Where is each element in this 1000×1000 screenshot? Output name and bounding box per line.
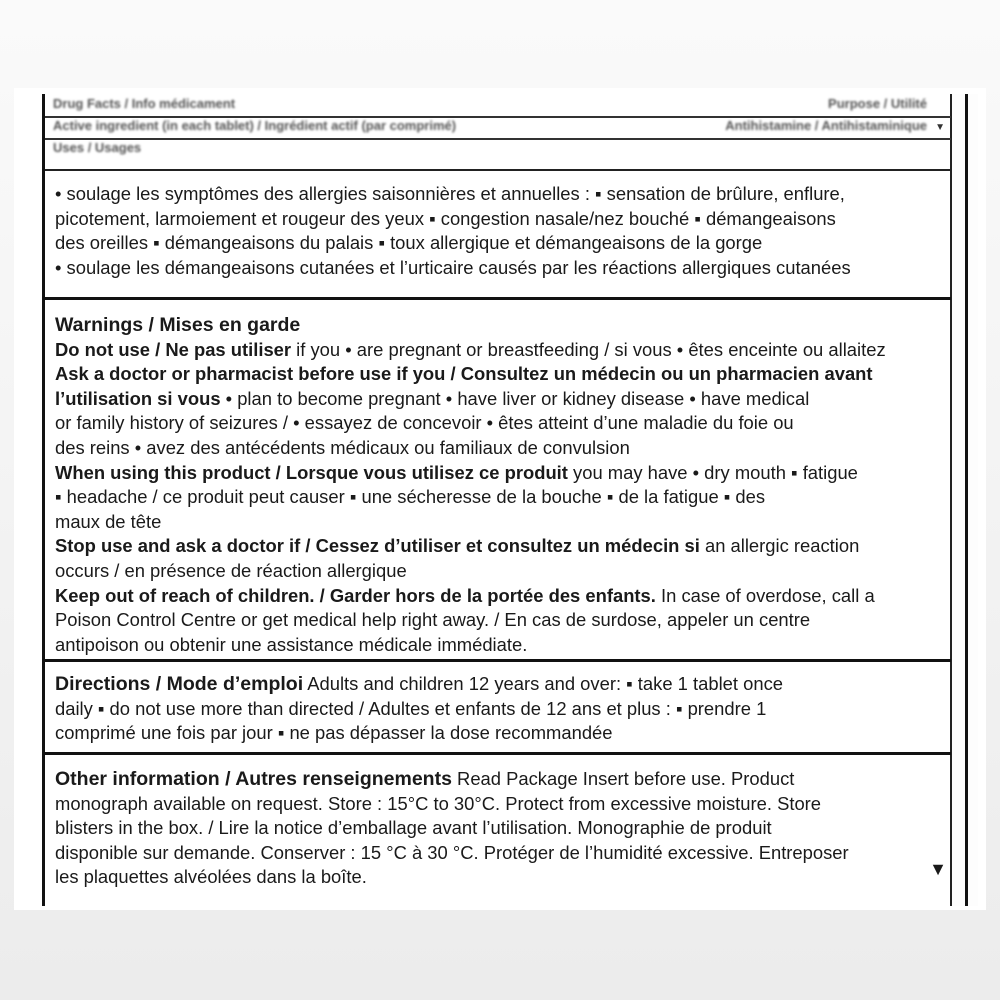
stop-use-text: an allergic reaction	[699, 535, 860, 557]
header-active-ingredient: Active ingredient (in each tablet) / Ingrédient actif (par comprimé)	[53, 118, 457, 133]
when-using-text-3: maux de tête	[55, 510, 162, 532]
do-not-use-label: Do not use / Ne pas utiliser	[55, 338, 292, 360]
keep-out-text-2: Poison Control Centre or get medical help right away. / En cas de surdose, appeler un centre	[55, 609, 811, 631]
ask-doctor-text: • plan to become pregnant • have liver or kidney disease • have medical	[220, 387, 810, 409]
other-information-text-2: monograph available on request. Store : 15°C to 30°C. Protect from excessive moisture. Store	[55, 792, 822, 814]
other-information-heading: Other information / Autres renseignements	[55, 768, 452, 790]
stop-use-label: Stop use and ask a doctor if / Cessez d’utiliser et consultez un médecin si	[55, 535, 700, 557]
warnings-section	[45, 297, 951, 662]
directions-section	[45, 659, 951, 752]
when-using-text-2: ▪ headache / ce produit peut causer ▪ une sécheresse de la bouche ▪ de la fatigue ▪ des	[55, 486, 766, 508]
uses-line: • soulage les démangeaisons cutanées et l’urticaire causés par les réactions allergiques cutanées	[55, 256, 851, 278]
uses-line: • soulage les symptômes des allergies saisonnières et annuelles : ▪ sensation de brûlure, enflure,	[55, 183, 845, 204]
header-uses: Uses / Usages	[53, 140, 142, 155]
keep-out-text: In case of overdose, call a	[655, 584, 875, 606]
other-information-text-4: disponible sur demande. Conserver : 15 °C à 30 °C. Protéger de l’humidité excessive. Entreposer	[55, 841, 849, 863]
other-information-text-5: les plaquettes alvéolées dans la boîte.	[55, 866, 367, 888]
ask-doctor-text-2: or family history of seizures / • essayez de concevoir • êtes atteint d’une maladie du foie ou	[55, 412, 794, 434]
when-using-text: you may have • dry mouth ▪ fatigue	[567, 461, 858, 483]
keep-out-label: Keep out of reach of children. / Garder hors de la portée des enfants.	[55, 584, 656, 606]
ask-doctor-label: Ask a doctor or pharmacist before use if you / Consultez un médecin ou un pharmacien avant	[55, 363, 873, 385]
header-purpose: Purpose / Utilité	[828, 96, 927, 111]
directions-text-3: comprimé une fois par jour ▪ ne pas dépasser la dose recommandée	[55, 722, 613, 744]
directions-heading: Directions / Mode d’emploi	[55, 673, 304, 695]
uses-line: picotement, larmoiement et rougeur des yeux ▪ congestion nasale/nez bouché ▪ démangeaisons	[55, 207, 836, 229]
drug-facts-header	[45, 94, 951, 171]
header-rule-2	[45, 138, 951, 140]
directions-text: Adults and children 12 years and over: ▪ take 1 tablet once	[303, 673, 783, 694]
header-title: Drug Facts / Info médicament	[53, 96, 236, 111]
when-using-label: When using this product / Lorsque vous utilisez ce produit	[55, 461, 568, 483]
stop-use-text-2: occurs / en présence de réaction allergique	[55, 559, 407, 581]
other-information-section	[45, 752, 951, 902]
keep-out-text-3: antipoison ou obtenir une assistance médicale immédiate.	[55, 633, 528, 655]
continue-arrow-icon: ▼	[929, 859, 947, 880]
uses-line: des oreilles ▪ démangeaisons du palais ▪ toux allergique et démangeaisons de la gorge	[55, 232, 763, 254]
down-arrow-icon: ▼	[935, 122, 945, 133]
ask-doctor-label-cont: l’utilisation si vous	[55, 387, 221, 409]
other-information-text-3: blisters in the box. / Lire la notice d’emballage avant l’utilisation. Monographie de produit	[55, 817, 772, 839]
directions-text-2: daily ▪ do not use more than directed / Adultes et enfants de 12 ans et plus : ▪ prendre 1	[55, 697, 767, 719]
other-information-text: Read Package Insert before use. Product	[451, 768, 795, 789]
header-antihistamine: Antihistamine / Antihistaminique	[725, 118, 927, 133]
do-not-use-text: if you • are pregnant or breastfeeding / si vous • êtes enceinte ou allaitez	[291, 338, 886, 360]
warnings-heading: Warnings / Mises en garde	[55, 314, 301, 336]
ask-doctor-text-3: des reins • avez des antécédents médicaux ou familiaux de convulsion	[55, 436, 630, 458]
uses-section	[45, 180, 951, 295]
